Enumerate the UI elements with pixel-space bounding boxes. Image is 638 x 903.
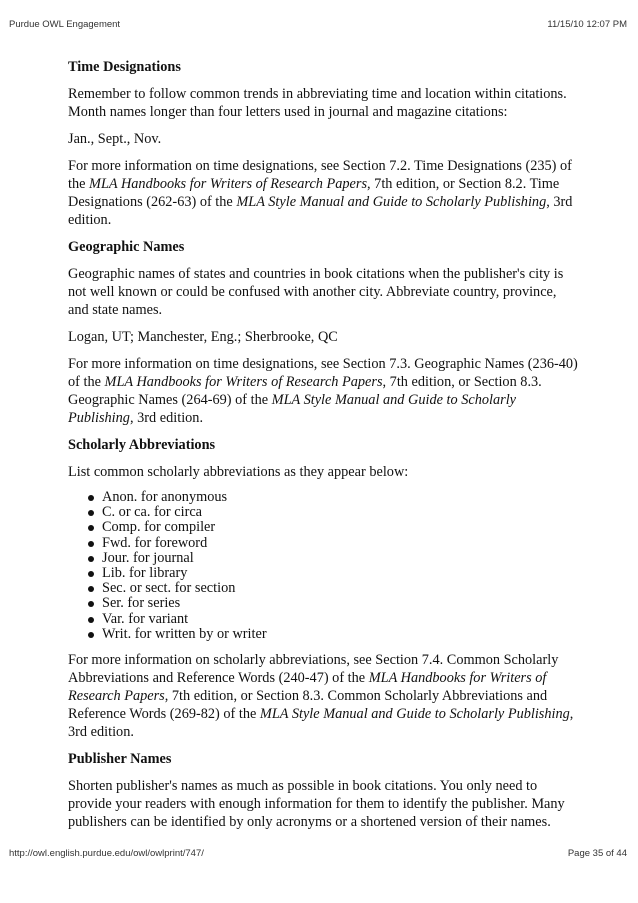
example-line: Jan., Sept., Nov.: [68, 131, 162, 147]
section-heading: Scholarly Abbreviations: [68, 437, 216, 453]
ref-text: For more information on time designations, see Section 7.3. Geographic Names (236-40) of the: [68, 356, 578, 390]
document-body: [68, 58, 578, 840]
paragraph: Shorten publisher's names as much as possible in book citations. You only need to provide your readers with enough information for them to identify the publisher. Many publishers can be identified by only acronyms or a shortened version of their names.: [68, 778, 565, 831]
ref-book-title: MLA Style Manual and Guide to Scholarly Publishing: [68, 392, 517, 426]
ref-book-title: MLA Handbooks for Writers of Research Papers: [68, 670, 547, 705]
ref-text: , 7th edition, or Section 8.2. Time Designations (262-63) of the: [68, 176, 560, 210]
paragraph: Remember to follow common trends in abbreviating time and location within citations. Month names longer than four letters used in journal and magazine citations:: [68, 86, 567, 120]
ref-book-title: MLA Handbooks for Writers of Research Papers: [104, 374, 383, 390]
print-footer: [9, 848, 629, 862]
ref-book-title: MLA Handbooks for Writers of Research Papers: [89, 176, 368, 192]
header-site-title: Purdue OWL Engagement: [9, 19, 121, 30]
list-item: Ser. for series: [102, 596, 578, 611]
ref-text: , 3rd edition.: [68, 706, 574, 741]
ref-text: For more information on time designations, see Section 7.2. Time Designations (235) of the: [68, 158, 572, 192]
print-header: [9, 19, 629, 33]
section-heading: Geographic Names: [68, 239, 185, 255]
list-item: Sec. or sect. for section: [102, 581, 578, 596]
reference-paragraph: [68, 355, 578, 427]
list-item: Lib. for library: [102, 566, 578, 581]
ref-text: , 7th edition, or Section 8.3. Geographic Names (264-69) of the: [68, 374, 542, 408]
section-geographic-names: [68, 238, 578, 427]
list-item: Fwd. for foreword: [102, 536, 578, 551]
list-item: Comp. for compiler: [102, 520, 578, 535]
paragraph: Geographic names of states and countries in book citations when the publisher's city is not well known or could be confused with another city. Abbreviate country, province, and state names.: [68, 266, 564, 318]
section-heading: Time Designations: [68, 59, 181, 75]
list-item: Writ. for written by or writer: [102, 627, 578, 642]
ref-text: , 7th edition, or Section 8.3. Common Scholarly Abbreviations and Reference Words (269-82) of the: [68, 688, 548, 723]
ref-text: , 3rd edition.: [68, 194, 573, 228]
ref-book-title: MLA Style Manual and Guide to Scholarly Publishing: [236, 194, 547, 210]
footer-page-number: Page 35 of 44: [567, 848, 627, 859]
footer-url: http://owl.english.purdue.edu/owl/owlprint/747/: [9, 848, 204, 859]
section-publisher-names: [68, 750, 578, 831]
abbreviation-list: [68, 490, 578, 642]
header-timestamp: 11/15/10 12:07 PM: [547, 19, 627, 30]
ref-text: For more information on scholarly abbreviations, see Section 7.4. Common Scholarly Abbreviations and Reference Words (240-47) of the: [68, 652, 559, 687]
list-item: C. or ca. for circa: [102, 505, 578, 520]
section-scholarly-abbreviations: [68, 436, 578, 741]
list-item: Anon. for anonymous: [102, 490, 578, 505]
section-heading: Publisher Names: [68, 751, 172, 768]
reference-paragraph: [68, 157, 578, 229]
example-line: Logan, UT; Manchester, Eng.; Sherbrooke, QC: [68, 329, 338, 345]
paragraph: List common scholarly abbreviations as they appear below:: [68, 464, 409, 480]
reference-paragraph: [68, 651, 578, 741]
ref-text: , 3rd edition.: [129, 410, 204, 426]
ref-book-title: MLA Style Manual and Guide to Scholarly Publishing: [259, 706, 570, 723]
list-item: Var. for variant: [102, 612, 578, 627]
list-item: Jour. for journal: [102, 551, 578, 566]
section-time-designations: [68, 58, 578, 229]
